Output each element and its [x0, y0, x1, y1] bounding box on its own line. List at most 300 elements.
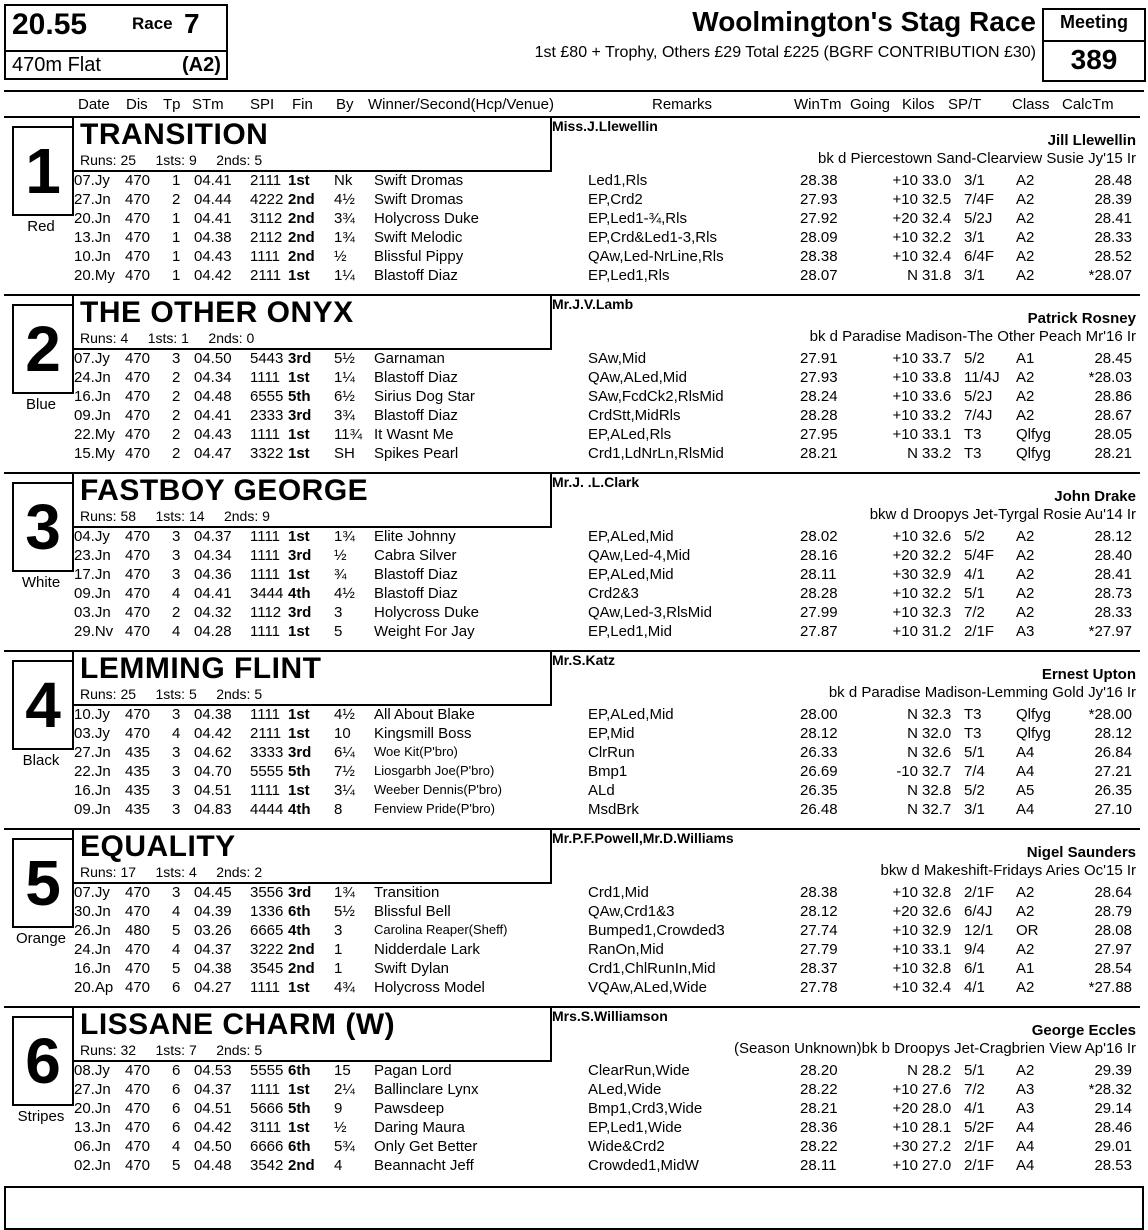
form-going: N: [907, 1062, 918, 1079]
form-sp: 5/2: [964, 350, 985, 367]
form-going: +10: [892, 407, 918, 424]
form-margin: 3: [334, 922, 343, 939]
form-kilos: 27.2: [922, 1138, 952, 1155]
form-split: 2111: [250, 725, 282, 742]
form-date: 07.Jy: [74, 172, 110, 189]
trap-number: 1: [12, 126, 74, 216]
form-going: +10: [892, 585, 918, 602]
form-split: 3112: [250, 210, 283, 227]
form-distance: 470: [125, 191, 151, 208]
form-class: A2: [1016, 191, 1035, 208]
form-sp: T3: [964, 426, 982, 443]
form-kilos: 31.8: [922, 267, 952, 284]
dog-stats: [80, 686, 262, 702]
form-kilos: 32.8: [922, 782, 952, 799]
form-date: 13.Jn: [74, 229, 111, 246]
form-class: Qlfyg: [1016, 706, 1052, 723]
form-remarks: EP,Mid: [588, 725, 635, 742]
form-trap: 2: [172, 191, 181, 208]
form-win-time: 28.07: [800, 267, 838, 284]
form-class: A4: [1016, 1157, 1035, 1174]
form-finish: 1st: [288, 979, 310, 996]
form-finish: 1st: [288, 1119, 310, 1136]
form-date: 24.Jn: [74, 941, 111, 958]
form-kilos: 32.9: [922, 566, 952, 583]
form-row: [4, 604, 1140, 623]
form-finish: 5th: [288, 388, 311, 405]
form-calc-time: 28.79: [1094, 903, 1132, 920]
form-finish: 2nd: [288, 941, 315, 958]
form-going: N: [907, 801, 918, 818]
form-margin: 3¾: [334, 407, 355, 424]
form-row: [4, 426, 1140, 445]
form-trap: 1: [172, 248, 181, 265]
form-win-time: 28.22: [800, 1138, 838, 1155]
form-split: 5555: [250, 763, 284, 780]
form-kilos: 33.7: [922, 350, 952, 367]
trap-colour: Black: [22, 752, 60, 769]
form-calc-time: 28.39: [1094, 191, 1132, 208]
form-remarks: EP,Led1,Wide: [588, 1119, 682, 1136]
form-calc-time: 28.64: [1094, 884, 1132, 901]
form-row: [4, 1081, 1140, 1100]
form-sectional: 04.34: [194, 547, 232, 564]
form-row: [4, 623, 1140, 642]
form-sectional: 04.37: [194, 528, 232, 545]
form-split: 1111: [250, 706, 281, 723]
form-class: Qlfyg: [1016, 445, 1052, 462]
col-winner: Winner/Second(Hcp/Venue): [368, 96, 554, 113]
form-trap: 3: [172, 547, 181, 564]
form-finish: 3rd: [288, 744, 312, 761]
form-trap: 2: [172, 445, 181, 462]
form-win-time: 28.12: [800, 725, 838, 742]
form-remarks: Bmp1: [588, 763, 628, 780]
col-calctm: CalcTm: [1062, 96, 1114, 113]
form-date: 22.My: [74, 426, 115, 443]
form-sp: 3/1: [964, 229, 985, 246]
form-sectional: 04.39: [194, 903, 232, 920]
form-going: +10: [892, 426, 918, 443]
form-row: [4, 547, 1140, 566]
form-win-time: 27.92: [800, 210, 838, 227]
form-date: 07.Jy: [74, 884, 110, 901]
form-margin: 3¾: [334, 210, 355, 227]
form-row: [4, 979, 1140, 998]
form-finish: 6th: [288, 1138, 311, 1155]
form-win-time: 27.91: [800, 350, 838, 367]
form-split: 5555: [250, 1062, 284, 1079]
form-winner: Holycross Duke: [374, 210, 480, 227]
form-trap: 3: [172, 566, 181, 583]
form-remarks: QAw,ALed,Mid: [588, 369, 687, 386]
form-remarks: EP,ALed,Mid: [588, 528, 674, 545]
form-trap: 3: [172, 744, 181, 761]
form-calc-time: 28.73: [1094, 585, 1132, 602]
form-date: 27.Jn: [74, 744, 111, 761]
form-kilos: 32.6: [922, 903, 952, 920]
form-distance: 470: [125, 604, 151, 621]
form-winner: Blastoff Diaz: [374, 267, 458, 284]
form-date: 07.Jy: [74, 350, 110, 367]
form-win-time: 28.38: [800, 172, 838, 189]
dog-stats: [80, 330, 254, 346]
meeting-box: [1042, 8, 1146, 82]
form-calc-time: 28.33: [1094, 604, 1132, 621]
dog-box: [72, 472, 552, 528]
form-row: [4, 922, 1140, 941]
form-table: [4, 1062, 1140, 1176]
form-distance: 470: [125, 1138, 151, 1155]
form-kilos: 33.2: [922, 445, 952, 462]
form-date: 23.Jn: [74, 547, 111, 564]
form-winner: Ballinclare Lynx: [374, 1081, 479, 1098]
form-going: +10: [892, 1081, 918, 1098]
form-going: -10: [896, 763, 918, 780]
owner: Mr.S.Katz: [552, 652, 616, 668]
form-calc-time: 28.67: [1094, 407, 1132, 424]
form-date: 29.Nv: [74, 623, 114, 640]
form-margin: 1¾: [334, 229, 355, 246]
footer-box: [4, 1186, 1144, 1230]
form-winner: Blastoff Diaz: [374, 566, 458, 583]
form-row: [4, 566, 1140, 585]
form-class: Qlfyg: [1016, 725, 1052, 742]
form-trap: 2: [172, 604, 181, 621]
form-margin: 4: [334, 1157, 343, 1174]
form-date: 13.Jn: [74, 1119, 111, 1136]
form-remarks: Led1,Rls: [588, 172, 648, 189]
form-winner: Nidderdale Lark: [374, 941, 480, 958]
form-remarks: Crowded1,MidW: [588, 1157, 699, 1174]
form-finish: 1st: [288, 369, 310, 386]
form-margin: 1¾: [334, 528, 355, 545]
form-trap: 3: [172, 706, 181, 723]
form-going: +20: [892, 1100, 918, 1117]
form-calc-time: *28.00: [1088, 706, 1132, 723]
form-remarks: Wide&Crd2: [588, 1138, 665, 1155]
form-kilos: 32.0: [922, 725, 952, 742]
form-win-time: 28.21: [800, 1100, 838, 1117]
form-remarks: Bumped1,Crowded3: [588, 922, 725, 939]
form-row: [4, 1157, 1140, 1176]
form-trap: 6: [172, 1062, 181, 1079]
form-remarks: ClrRun: [588, 744, 635, 761]
form-trap: 1: [172, 229, 181, 246]
seconds-count: 2nds: 0: [208, 330, 255, 346]
form-win-time: 27.95: [800, 426, 838, 443]
form-finish: 4th: [288, 585, 311, 602]
dog-box: [72, 650, 552, 706]
form-margin: 3¼: [334, 782, 355, 799]
form-win-time: 28.28: [800, 585, 838, 602]
form-sectional: 04.42: [194, 725, 232, 742]
form-going: +10: [892, 604, 918, 621]
form-margin: 3: [334, 604, 343, 621]
form-win-time: 28.28: [800, 407, 838, 424]
owner: Miss.J.Llewellin: [552, 118, 658, 134]
form-margin: 15: [334, 1062, 351, 1079]
form-date: 10.Jn: [74, 248, 111, 265]
form-sectional: 04.37: [194, 941, 232, 958]
form-winner: Pawsdeep: [374, 1100, 445, 1117]
runner-block: [4, 116, 1140, 288]
form-date: 03.Jy: [74, 725, 110, 742]
meeting-label: Meeting: [1059, 12, 1128, 32]
race-label: Race: [132, 14, 173, 33]
form-calc-time: 28.46: [1094, 1119, 1132, 1136]
form-split: 1111: [250, 369, 281, 386]
form-kilos: 32.2: [922, 585, 952, 602]
form-win-time: 28.38: [800, 248, 838, 265]
col-spi: SPI: [250, 96, 275, 113]
form-finish: 1st: [288, 623, 310, 640]
form-calc-time: 28.05: [1094, 426, 1132, 443]
form-finish: 1st: [288, 426, 310, 443]
trap-number: 6: [12, 1016, 74, 1106]
form-margin: 1¼: [334, 267, 355, 284]
form-winner: Kingsmill Boss: [374, 725, 472, 742]
owner: Mr.J.V.Lamb: [552, 296, 634, 312]
form-sp: T3: [964, 706, 982, 723]
form-split: 5443: [250, 350, 284, 367]
form-sp: T3: [964, 445, 982, 462]
form-date: 06.Jn: [74, 1138, 111, 1155]
form-margin: 8: [334, 801, 343, 818]
form-winner: Swift Dromas: [374, 172, 464, 189]
breeding: (Season Unknown)bk b Droopys Jet-Cragbrien View Ap'16 Ir: [734, 1040, 1136, 1057]
form-going: +10: [892, 941, 918, 958]
form-sectional: 04.41: [194, 172, 232, 189]
trainer: Jill Llewellin: [1047, 132, 1136, 149]
form-distance: 470: [125, 267, 151, 284]
form-win-time: 28.00: [800, 706, 838, 723]
form-remarks: Bmp1,Crd3,Wide: [588, 1100, 703, 1117]
form-row: [4, 248, 1140, 267]
form-kilos: 32.3: [922, 706, 952, 723]
dog-name: LISSANE CHARM (W): [80, 1008, 396, 1041]
form-trap: 6: [172, 1119, 181, 1136]
form-distance: 470: [125, 229, 151, 246]
form-trap: 4: [172, 941, 181, 958]
form-finish: 2nd: [288, 191, 315, 208]
form-split: 1111: [250, 248, 281, 265]
runner-block: [4, 294, 1140, 466]
form-class: A2: [1016, 604, 1035, 621]
form-class: A2: [1016, 267, 1035, 284]
form-sp: 6/1: [964, 960, 985, 977]
form-remarks: Crd1,Mid: [588, 884, 649, 901]
form-class: A2: [1016, 903, 1035, 920]
form-winner: Swift Dylan: [374, 960, 450, 977]
form-kilos: 31.2: [922, 623, 952, 640]
seconds-count: 2nds: 2: [216, 864, 263, 880]
form-split: 3545: [250, 960, 284, 977]
form-split: 1111: [250, 426, 281, 443]
form-distance: 470: [125, 725, 151, 742]
form-sectional: 04.36: [194, 566, 232, 583]
form-sectional: 04.45: [194, 884, 232, 901]
form-table: [4, 706, 1140, 820]
form-winner: Blissful Bell: [374, 903, 451, 920]
form-distance: 470: [125, 426, 151, 443]
form-winner: Blastoff Diaz: [374, 369, 458, 386]
form-date: 09.Jn: [74, 585, 111, 602]
form-distance: 470: [125, 350, 151, 367]
form-win-time: 27.78: [800, 979, 838, 996]
form-kilos: 28.0: [922, 1100, 952, 1117]
form-distance: 470: [125, 979, 151, 996]
breeding: bkw d Makeshift-Fridays Aries Oc'15 Ir: [880, 862, 1136, 879]
form-going: N: [907, 267, 918, 284]
dog-stats: [80, 152, 262, 168]
form-win-time: 26.33: [800, 744, 838, 761]
form-trap: 4: [172, 1138, 181, 1155]
form-kilos: 33.6: [922, 388, 952, 405]
race-time-box: [4, 4, 228, 80]
form-distance: 470: [125, 210, 151, 227]
form-kilos: 33.0: [922, 172, 952, 189]
form-remarks: Crd2&3: [588, 585, 639, 602]
form-margin: 1¾: [334, 884, 355, 901]
form-calc-time: 28.54: [1094, 960, 1132, 977]
form-distance: 470: [125, 903, 151, 920]
form-trap: 3: [172, 782, 181, 799]
form-sectional: 04.62: [194, 744, 232, 761]
form-sp: 7/4F: [964, 191, 995, 208]
form-distance: 470: [125, 1100, 151, 1117]
form-winner: All About Blake: [374, 706, 475, 723]
form-winner: Fenview Pride(P'bro): [374, 801, 495, 816]
form-sp: 5/1: [964, 585, 985, 602]
form-split: 1111: [250, 547, 281, 564]
col-date: Date: [78, 96, 110, 113]
form-trap: 5: [172, 1157, 181, 1174]
runs-count: Runs: 25: [80, 686, 137, 702]
form-date: 10.Jy: [74, 706, 110, 723]
form-row: [4, 763, 1140, 782]
form-finish: 2nd: [288, 960, 315, 977]
form-winner: Blastoff Diaz: [374, 585, 458, 602]
form-kilos: 33.1: [922, 426, 952, 443]
form-sectional: 04.41: [194, 407, 232, 424]
form-row: [4, 903, 1140, 922]
form-calc-time: 28.45: [1094, 350, 1132, 367]
form-winner: Only Get Better: [374, 1138, 478, 1155]
form-winner: It Wasnt Me: [374, 426, 454, 443]
form-finish: 2nd: [288, 248, 315, 265]
form-margin: ½: [334, 248, 347, 265]
form-margin: 1¼: [334, 369, 355, 386]
form-class: A5: [1016, 782, 1035, 799]
form-margin: 4½: [334, 706, 355, 723]
form-date: 16.Jn: [74, 782, 111, 799]
form-win-time: 28.36: [800, 1119, 838, 1136]
form-finish: 3rd: [288, 884, 312, 901]
form-calc-time: *27.88: [1088, 979, 1132, 996]
form-calc-time: 29.39: [1094, 1062, 1132, 1079]
form-calc-time: 28.12: [1094, 528, 1132, 545]
runs-count: Runs: 58: [80, 508, 137, 524]
race-prize: 1st £80 + Trophy, Others £29 Total £225 (BGRF CONTRIBUTION £30): [534, 44, 1036, 61]
form-winner: Weeber Dennis(P'bro): [374, 782, 502, 797]
form-table: [4, 884, 1140, 998]
form-finish: 1st: [288, 706, 310, 723]
owner: Mr.J. .L.Clark: [552, 474, 640, 490]
form-going: N: [907, 725, 918, 742]
form-calc-time: 28.12: [1094, 725, 1132, 742]
form-class: A2: [1016, 407, 1035, 424]
form-calc-time: *28.07: [1088, 267, 1132, 284]
form-sectional: 04.48: [194, 388, 232, 405]
form-win-time: 28.20: [800, 1062, 838, 1079]
form-finish: 2nd: [288, 210, 315, 227]
form-calc-time: 29.14: [1094, 1100, 1132, 1117]
col-kilos: Kilos: [902, 96, 935, 113]
form-win-time: 28.11: [800, 566, 837, 583]
form-margin: ¾: [334, 566, 347, 583]
form-distance: 470: [125, 445, 151, 462]
form-split: 1111: [250, 623, 281, 640]
form-margin: 9: [334, 1100, 343, 1117]
form-distance: 470: [125, 388, 151, 405]
form-remarks: SAw,Mid: [588, 350, 647, 367]
trap-number: 3: [12, 482, 74, 572]
form-date: 20.My: [74, 267, 115, 284]
form-split: 3322: [250, 445, 284, 462]
form-date: 20.Jn: [74, 1100, 111, 1117]
form-distance: 470: [125, 585, 151, 602]
form-remarks: ALed,Wide: [588, 1081, 662, 1098]
form-kilos: 32.2: [922, 547, 952, 564]
form-finish: 5th: [288, 763, 311, 780]
form-going: +10: [892, 979, 918, 996]
form-row: [4, 229, 1140, 248]
form-trap: 3: [172, 528, 181, 545]
form-win-time: 28.02: [800, 528, 838, 545]
form-split: 1111: [250, 528, 281, 545]
form-trap: 2: [172, 388, 181, 405]
form-split: 1111: [250, 566, 281, 583]
trap-number: 5: [12, 838, 74, 928]
form-class: A2: [1016, 566, 1035, 583]
form-finish: 1st: [288, 267, 310, 284]
form-remarks: EP,Led1,Rls: [588, 267, 670, 284]
form-finish: 1st: [288, 172, 310, 189]
col-tp: Tp: [163, 96, 181, 113]
form-sp: 7/2: [964, 1081, 985, 1098]
form-margin: ½: [334, 1119, 347, 1136]
form-sp: T3: [964, 725, 982, 742]
breeding: bk d Piercestown Sand-Clearview Susie Jy'15 Ir: [817, 150, 1136, 167]
seconds-count: 2nds: 9: [223, 508, 270, 524]
form-remarks: EP,ALed,Mid: [588, 566, 674, 583]
form-going: N: [907, 782, 918, 799]
dog-name: LEMMING FLINT: [80, 652, 322, 685]
runner-block: [4, 650, 1140, 822]
form-sectional: 04.38: [194, 706, 232, 723]
form-remarks: MsdBrk: [588, 801, 639, 818]
form-sp: 11/4J: [964, 369, 1000, 386]
form-remarks: EP,Crd&Led1-3,Rls: [588, 229, 717, 246]
runs-count: Runs: 25: [80, 152, 137, 168]
form-distance: 470: [125, 884, 151, 901]
form-winner: Woe Kit(P'bro): [374, 744, 458, 759]
form-date: 27.Jn: [74, 1081, 111, 1098]
form-calc-time: 28.53: [1094, 1157, 1132, 1174]
form-sp: 4/1: [964, 566, 985, 583]
form-sectional: 04.43: [194, 248, 232, 265]
